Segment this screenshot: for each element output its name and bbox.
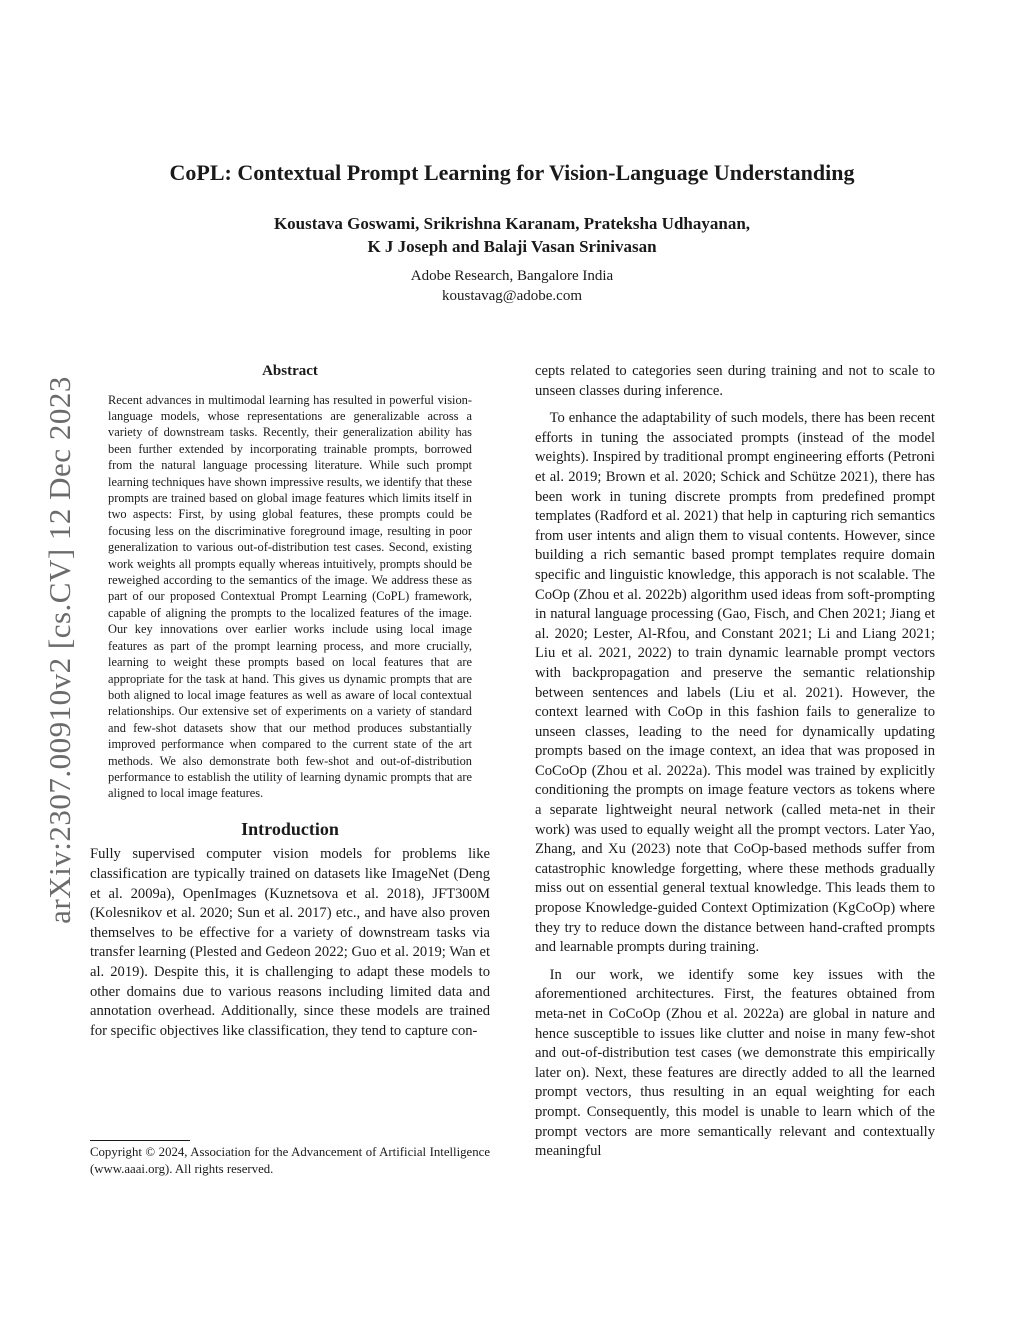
authors-line-2: K J Joseph and Balaji Vasan Srinivasan <box>367 237 657 256</box>
abstract-text: Recent advances in multimodal learning has resulted in powerful vision-language models, whose representations are generalizable across a variety of downstream tasks. Recently, their generalization ability has been further extended by incorporating trainable prompts, borrowed from the natural language processing literature. While such prompt learning techniques have shown impressive results, we identify that these prompts are trained based on global image features which limits itself in two aspects: First, by using global features, these prompts could be focusing less on the discriminative foreground image, resulting in poor generalization to various out-of-distribution test cases. Second, existing work weights all prompts equally whereas intuitively, prompts should be reweighed according to the semantics of the image. We address these as part of our proposed Contextual Prompt Learning (CoPL) framework, capable of aligning the prompts to the localized features of the image. Our key innovations over earlier works include using local image features as part of the prompt learning process, and more crucially, learning to weight these prompts based on local features that are appropriate for the task at hand. This gives us dynamic prompts that are both aligned to local image features as well as aware of local contextual relationships. Our extensive set of experiments on a variety of standard and few-shot datasets show that our method produces substantially improved performance when compared to the current state of the art methods. We also demonstrate both few-shot and out-of-distribution performance to establish the utility of learning dynamic prompts that are aligned to local image features. <box>108 392 472 801</box>
intro-paragraph-1-continued: cepts related to categories seen during training and not to scale to unseen classes during inference. <box>535 363 935 399</box>
affiliation: Adobe Research, Bangalore India <box>410 268 614 284</box>
arxiv-identifier-stamp: arXiv:2307.00910v2 [cs.CV] 12 Dec 2023 <box>42 376 77 924</box>
right-column <box>535 362 935 1162</box>
authors-line-1: Koustava Goswami, Srikrishna Karanam, Prateksha Udhayanan, <box>273 214 751 233</box>
paper-title: CoPL: Contextual Prompt Learning for Vision-Language Understanding <box>169 160 855 185</box>
author-list <box>0 212 1024 258</box>
author-email: koustavag@adobe.com <box>441 288 583 304</box>
introduction-heading: Introduction <box>241 818 339 839</box>
left-column <box>90 362 490 1041</box>
copyright-footnote <box>90 1140 490 1177</box>
intro-paragraph-3: In our work, we identify some key issues with the aforementioned architectures. First, the features obtained from meta-net in CoCoOp (Zhou et al. 2022a) are global in nature and hence susceptible to issues like clutter and noise in many few-shot and out-of-distribution test cases (we demonstrate this empirically later on). Next, these features are directly added to all the learned prompt vectors, thus resulting in an equal weighting for each prompt. Consequently, this model is unable to learn which of the prompt vectors are more semantically relevant and contextually meaningful <box>535 966 935 1160</box>
intro-paragraph-1: Fully supervised computer vision models for problems like classification are typically trained on datasets like ImageNet (Deng et al. 2009a), OpenImages (Kuznetsova et al. 2018), JFT300M (Kolesnikov et al. 2020; Sun et al. 2017) etc., and have also proven themselves to be effective for a variety of downstream tasks via transfer learning (Plested and Gedeon 2022; Guo et al. 2019; Wan et al. 2019). Despite this, it is challenging to adapt these models to other domains due to various reasons including limited data and annotation overhead. Additionally, since these models are trained for specific objectives like classification, they tend to capture con- <box>90 846 490 1039</box>
footnote-text: Copyright © 2024, Association for the Advancement of Artificial Intelligence (www.aaai.org). All rights reserved. <box>90 1145 490 1176</box>
abstract-heading: Abstract <box>262 363 318 379</box>
footnote-rule <box>90 1140 190 1141</box>
affiliation-block <box>0 266 1024 306</box>
intro-paragraph-2: To enhance the adaptability of such models, there has been recent efforts in tuning the associated prompts (instead of the model weights). Inspired by traditional prompt engineering efforts (Petroni et al. 2019; Brown et al. 2020; Schick and Schütze 2021), there has been work in tuning discrete prompts from predefined prompt templates (Radford et al. 2021) that help in capturing rich semantics from user intents and align them to visual contents. However, since building a rich semantic based prompt templates require domain specific and linguistic knowledge, this apporach is not scalable. The CoOp (Zhou et al. 2022b) algorithm used ideas from soft-prompting in natural language processing (Gao, Fisch, and Chen 2021; Jiang et al. 2020; Lester, Al-Rfou, and Constant 2021; Li and Liang 2021; Liu et al. 2021, 2022) to train dynamic learnable prompt vectors with backpropagation and preserve the semantic relationship between sentences and labels (Liu et al. 2021). However, the context learned with CoOp in this fashion fails to generalize to unseen classes, leading to the need for dynamically updating prompts based on the image context, an idea that was proposed in CoCoOp (Zhou et al. 2022a). This model was trained by explicitly conditioning the prompts on image feature vectors as tokens where a separate lightweight neural network (called meta-net in their work) was used to equally weight all the prompt vectors. Later Yao, Zhang, and Xu (2023) note that CoOp-based methods suffer from catastrophic knowledge forgetting, where these methods gradually miss out on essential general textual knowledge. This leads them to propose Knowledge-guided Context Optimization (KgCoOp) where they try to reduce down the distance between hand-crafted prompts and learnable prompts during training. <box>535 410 935 956</box>
